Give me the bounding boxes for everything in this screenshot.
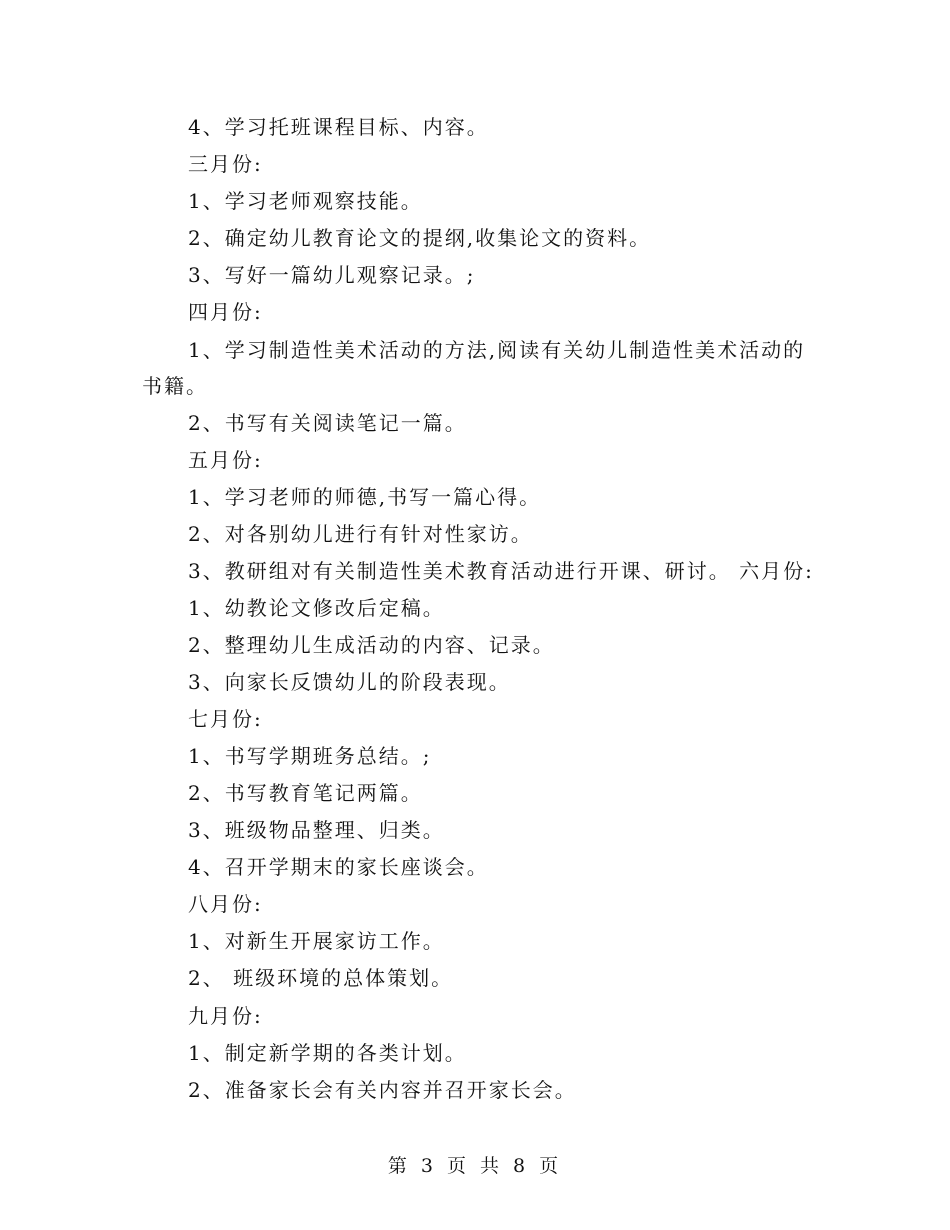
text-line: 3、写好一篇幼儿观察记录。; — [188, 263, 476, 287]
text-line: 2、整理幼儿生成活动的内容、记录。 — [188, 633, 555, 657]
section-heading-april: 四月份: — [188, 300, 263, 324]
text-line: 2、对各别幼儿进行有针对性家访。 — [188, 522, 533, 546]
page-number-footer: 第 3 页 共 8 页 — [387, 1155, 563, 1177]
text-line: 2、书写有关阅读笔记一篇。 — [188, 411, 467, 435]
section-heading-august: 八月份: — [188, 892, 263, 916]
text-line: 1、幼教论文修改后定稿。 — [188, 596, 445, 620]
text-line: 2、书写教育笔记两篇。 — [188, 781, 423, 805]
text-line: 4、学习托班课程目标、内容。 — [188, 115, 489, 139]
text-line: 4、召开学期末的家长座谈会。 — [188, 855, 489, 879]
text-line: 3、班级物品整理、归类。 — [188, 818, 445, 842]
text-line: 2、准备家长会有关内容并召开家长会。 — [188, 1078, 577, 1102]
text-line: 1、学习制造性美术活动的方法,阅读有关幼儿制造性美术活动的 — [188, 338, 806, 362]
section-heading-september: 九月份: — [188, 1004, 263, 1028]
section-heading-july: 七月份: — [188, 707, 263, 731]
text-line: 2、确定幼儿教育论文的提纲,收集论文的资料。 — [188, 226, 652, 250]
text-line: 1、制定新学期的各类计划。 — [188, 1041, 467, 1065]
text-line: 1、对新生开展家访工作。 — [188, 929, 445, 953]
section-heading-may: 五月份: — [188, 448, 263, 472]
text-line: 3、教研组对有关制造性美术教育活动进行开课、研讨。 六月份: — [188, 559, 814, 583]
text-line-continuation: 书籍。 — [142, 374, 208, 398]
text-line: 2、 班级环境的总体策划。 — [188, 966, 454, 990]
section-heading-march: 三月份: — [188, 152, 263, 176]
text-line: 1、学习老师观察技能。 — [188, 189, 423, 213]
text-line: 3、向家长反馈幼儿的阶段表现。 — [188, 670, 511, 694]
text-line: 1、学习老师的师德,书写一篇心得。 — [188, 485, 542, 509]
text-line: 1、书写学期班务总结。; — [188, 744, 432, 768]
